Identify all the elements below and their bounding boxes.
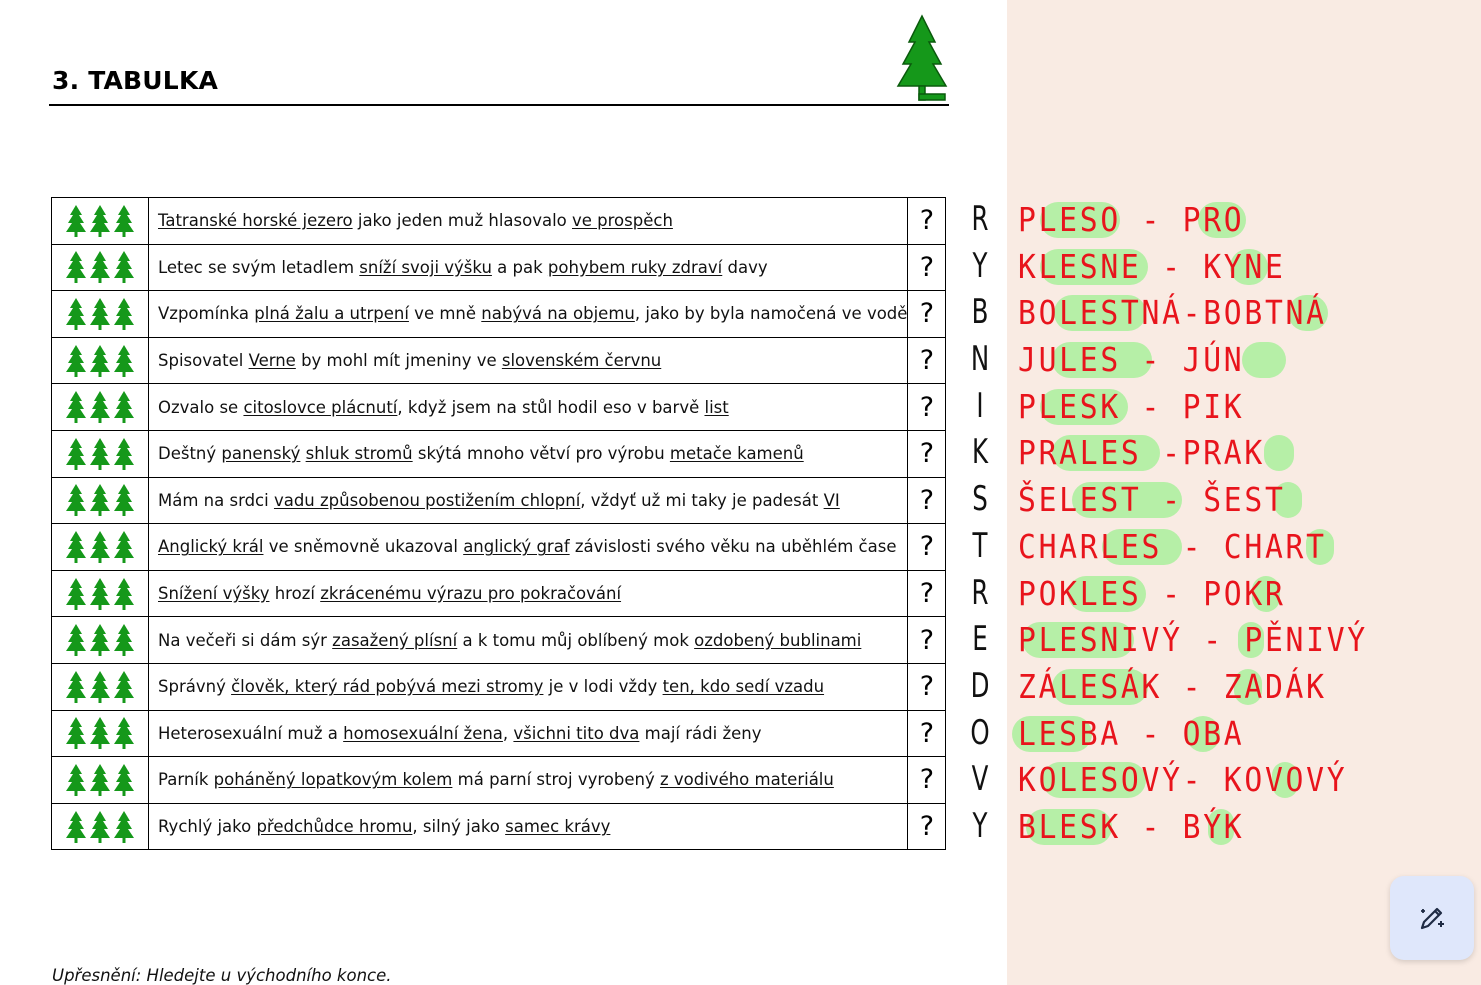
table-row (52, 710, 946, 757)
solution-letter: T (972, 525, 988, 566)
tree-icon (89, 810, 111, 844)
tree-icon (89, 437, 111, 471)
table-row (52, 198, 946, 245)
tree-icon (89, 390, 111, 424)
answer-placeholder: ? (908, 617, 946, 664)
tree-icon (65, 344, 87, 378)
tree-icon (113, 437, 135, 471)
answer-row (1012, 663, 1432, 710)
tree-rating (52, 337, 149, 384)
answer-text: POKLES - POKR (1018, 573, 1286, 613)
tree-icon (65, 530, 87, 564)
tree-icon (65, 716, 87, 750)
table-row (52, 663, 946, 710)
answer-placeholder: ? (908, 477, 946, 524)
solution-letter: V (971, 759, 989, 800)
tree-icon (89, 530, 111, 564)
clue-text: Tatranské horské jezero jako jeden muž hlasovalo ve prospěch (149, 198, 908, 245)
solution-letter: E (972, 619, 988, 660)
answer-row (1012, 570, 1432, 617)
answer-text: CHARLES - CHART (1018, 526, 1327, 566)
clue-text: Na večeři si dám sýr zasažený plísní a k tomu můj oblíbený mok ozdobený bublinami (149, 617, 908, 664)
tree-icon (65, 623, 87, 657)
answer-text: BLESK - BÝK (1018, 806, 1245, 846)
solution-letter: I (976, 385, 984, 426)
tree-icon (113, 623, 135, 657)
answer-placeholder: ? (908, 244, 946, 291)
answer-text: LESBA - OBA (1018, 713, 1245, 753)
answer-row (1012, 523, 1432, 570)
table-row (52, 291, 946, 338)
clue-text: Letec se svým letadlem sníží svoji výšku a pak pohybem ruky zdraví davy (149, 244, 908, 291)
solution-letter: Y (972, 245, 988, 286)
answer-row (1012, 710, 1432, 757)
tree-rating (52, 803, 149, 850)
tree-icon (113, 344, 135, 378)
answer-row (1012, 756, 1432, 803)
tree-rating (52, 663, 149, 710)
tree-icon (113, 530, 135, 564)
table-row (52, 244, 946, 291)
answer-placeholder: ? (908, 430, 946, 477)
tree-icon (89, 483, 111, 517)
tree-icon (65, 670, 87, 704)
tree-logo-icon (895, 14, 951, 104)
tree-icon (89, 763, 111, 797)
tree-icon (113, 577, 135, 611)
tree-icon (113, 763, 135, 797)
answer-text: PLESO - PRO (1018, 200, 1245, 239)
tree-icon (89, 250, 111, 284)
clue-text: Anglický král ve sněmovně ukazoval anglický graf závislosti svého věku na uběhlém čase (149, 524, 908, 571)
answer-placeholder: ? (908, 803, 946, 850)
answer-row (1012, 476, 1432, 523)
solution-letter: S (972, 479, 988, 520)
tree-icon (65, 577, 87, 611)
tree-icon (113, 297, 135, 331)
tree-rating (52, 757, 149, 804)
tree-icon (65, 483, 87, 517)
answer-text: ZÁLESÁK - ZADÁK (1018, 666, 1327, 706)
answer-row (1012, 196, 1432, 243)
tree-icon (65, 250, 87, 284)
tree-icon (113, 483, 135, 517)
answer-placeholder: ? (908, 384, 946, 431)
tree-rating (52, 710, 149, 757)
title-underline (49, 104, 949, 106)
answer-row (1012, 243, 1432, 290)
puzzle-table (51, 197, 946, 850)
tree-icon (113, 390, 135, 424)
tree-icon (89, 716, 111, 750)
table-row (52, 337, 946, 384)
answer-text: KLESNE - KYNE (1018, 246, 1286, 286)
highlight-mark (1242, 342, 1286, 378)
table-row (52, 477, 946, 524)
answer-text: BOLESTNÁ-BOBTNÁ (1018, 293, 1327, 333)
clue-text: Spisovatel Verne by mohl mít jmeniny ve slovenském červnu (149, 337, 908, 384)
answer-placeholder: ? (908, 524, 946, 571)
answer-text: KOLESOVÝ- KOVOVÝ (1018, 760, 1348, 800)
answer-row (1012, 803, 1432, 850)
answer-text: PRALES -PRAK (1018, 433, 1265, 473)
solution-letter: D (970, 665, 990, 706)
tree-icon (65, 437, 87, 471)
handwritten-answers (1012, 196, 1432, 850)
highlight-mark (1264, 435, 1294, 471)
table-row (52, 803, 946, 850)
footer-note: Upřesnění: Hledejte u východního konce. (52, 966, 392, 985)
tree-icon (113, 204, 135, 238)
answer-text: PLESK - PIK (1018, 386, 1245, 426)
clue-text: Ozvalo se citoslovce plácnutí, když jsem na stůl hodil eso v barvě list (149, 384, 908, 431)
answer-row (1012, 616, 1432, 663)
tree-icon (113, 810, 135, 844)
answer-placeholder: ? (908, 710, 946, 757)
clue-text: Vzpomínka plná žalu a utrpení ve mně nabývá na objemu, jako by byla namočená ve vodě (149, 291, 908, 338)
tree-icon (113, 670, 135, 704)
clue-text: Heterosexuální muž a homosexuální žena, všichni tito dva mají rádi ženy (149, 710, 908, 757)
tree-icon (113, 250, 135, 284)
answer-placeholder: ? (908, 570, 946, 617)
solution-letters (950, 196, 1010, 850)
clue-text: Rychlý jako předchůdce hromu, silný jako samec krávy (149, 803, 908, 850)
solution-letter: R (971, 199, 989, 239)
pen-button[interactable] (1390, 876, 1474, 960)
tree-icon (65, 204, 87, 238)
tree-icon (89, 344, 111, 378)
clue-text: Parník poháněný lopatkovým kolem má parní stroj vyrobený z vodivého materiálu (149, 757, 908, 804)
answer-row (1012, 289, 1432, 336)
clue-text: Snížení výšky hrozí zkrácenému výrazu pro pokračování (149, 570, 908, 617)
tree-icon (89, 204, 111, 238)
tree-icon (65, 810, 87, 844)
tree-icon (65, 763, 87, 797)
pen-sparkle-icon (1415, 901, 1449, 935)
page-title: 3. TABULKA (52, 66, 219, 95)
tree-icon (65, 297, 87, 331)
table-row (52, 430, 946, 477)
tree-icon (89, 577, 111, 611)
solution-letter: Y (972, 805, 988, 846)
answer-text: PLESNIVÝ - PĚNIVÝ (1018, 620, 1368, 660)
solution-letter: B (971, 292, 989, 333)
tree-rating (52, 617, 149, 664)
solution-letter: R (971, 572, 989, 613)
tree-rating (52, 291, 149, 338)
tree-icon (89, 670, 111, 704)
tree-icon (113, 716, 135, 750)
answer-placeholder: ? (908, 757, 946, 804)
answer-row (1012, 336, 1432, 383)
tree-rating (52, 244, 149, 291)
table-row (52, 384, 946, 431)
tree-icon (65, 390, 87, 424)
answer-text: JULES - JÚN (1018, 340, 1245, 380)
tree-rating (52, 570, 149, 617)
answer-placeholder: ? (908, 337, 946, 384)
answer-row (1012, 429, 1432, 476)
tree-icon (89, 623, 111, 657)
answer-placeholder: ? (908, 291, 946, 338)
solution-letter: O (970, 712, 990, 753)
table-row (52, 524, 946, 571)
solution-letter: K (971, 432, 989, 473)
table-row (52, 570, 946, 617)
tree-rating (52, 198, 149, 245)
answer-row (1012, 383, 1432, 430)
table-row (52, 757, 946, 804)
answer-placeholder: ? (908, 663, 946, 710)
tree-rating (52, 430, 149, 477)
clue-text: Mám na srdci vadu způsobenou postižením chlopní, vždyť už mi taky je padesát VI (149, 477, 908, 524)
tree-rating (52, 524, 149, 571)
tree-rating (52, 384, 149, 431)
clue-text: Deštný panenský shluk stromů skýtá mnoho větví pro výrobu metače kamenů (149, 430, 908, 477)
clue-text: Správný člověk, který rád pobývá mezi stromy je v lodi vždy ten, kdo sedí vzadu (149, 663, 908, 710)
tree-icon (89, 297, 111, 331)
tree-rating (52, 477, 149, 524)
table-row (52, 617, 946, 664)
answer-text: ŠELEST - ŠEST (1018, 480, 1286, 520)
solution-letter: N (970, 339, 990, 380)
answer-placeholder: ? (908, 198, 946, 245)
